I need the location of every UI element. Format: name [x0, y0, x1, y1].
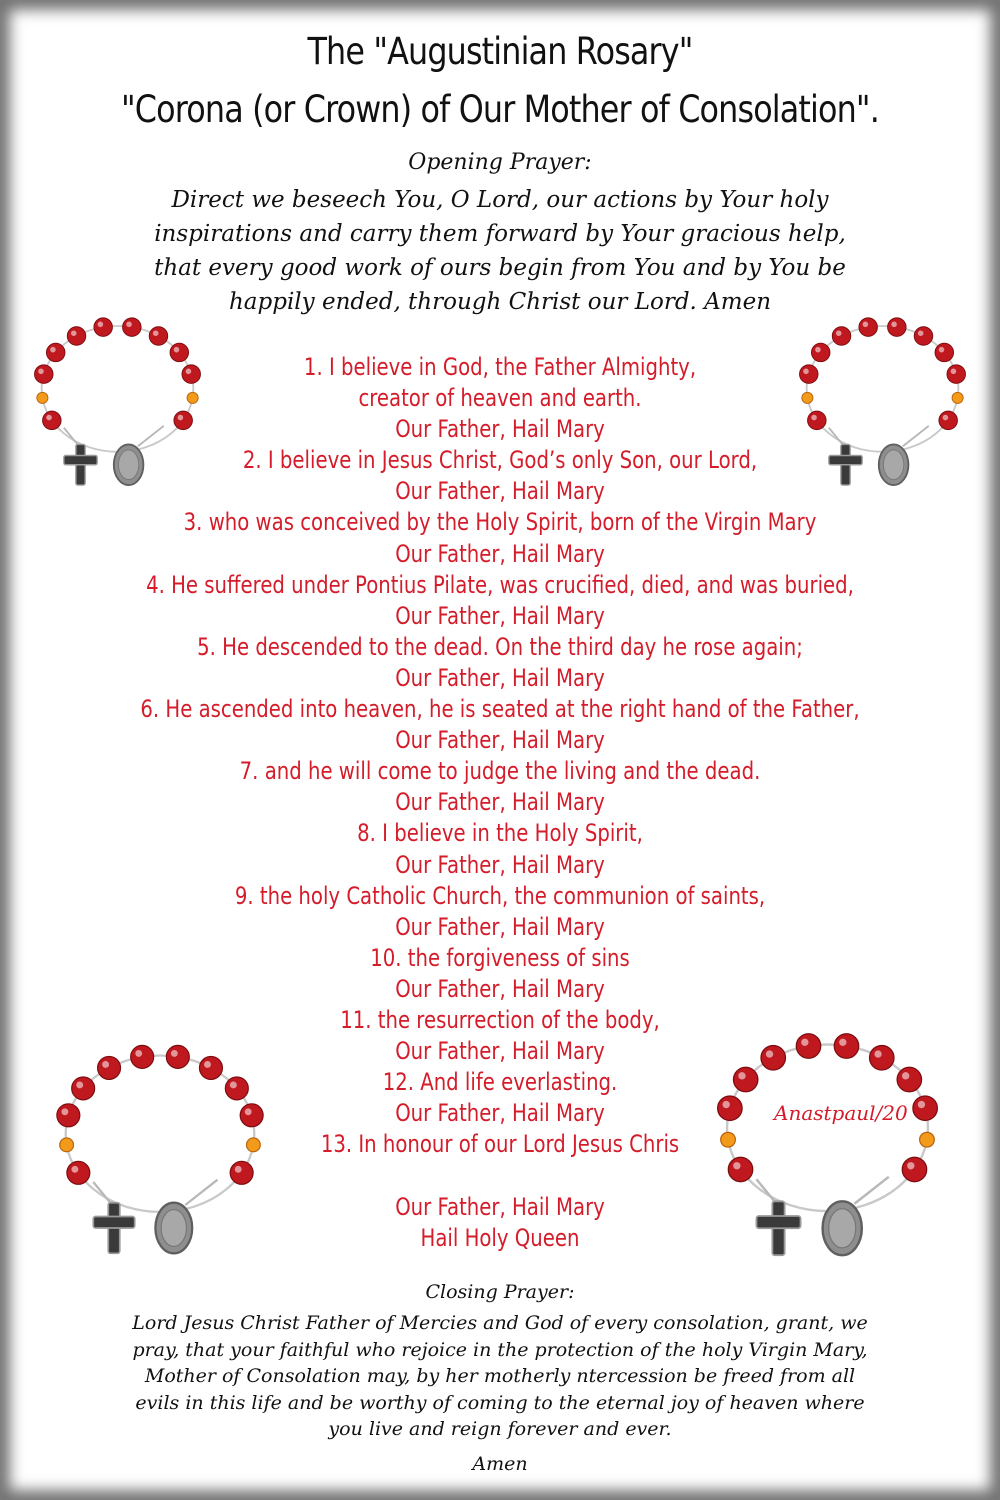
red-bead	[43, 411, 62, 430]
page-title-line-2: "Corona (or Crown) of Our Mother of Consolation".	[121, 88, 879, 131]
bead-highlight	[939, 347, 945, 353]
closing-prayer-line: evils in this life and be worthy of coming to the eternal joy of heaven where	[135, 1391, 865, 1414]
red-bead	[888, 318, 907, 337]
red-bead	[796, 1034, 821, 1059]
bead-highlight	[733, 1162, 740, 1169]
creed-line: creator of heaven and earth.	[358, 384, 642, 413]
creed-line: 4. He suffered under Pontius Pilate, was crucified, died, and was buried,	[146, 570, 854, 599]
medal-chain	[903, 426, 929, 446]
bead-highlight	[839, 1039, 846, 1046]
red-bead	[67, 1161, 90, 1184]
bead-highlight	[61, 1108, 68, 1115]
bead-highlight	[815, 347, 821, 353]
bead-highlight	[836, 330, 842, 336]
bead-highlight	[907, 1162, 914, 1169]
page-title-line-1: The "Augustinian Rosary"	[307, 30, 693, 73]
red-bead	[914, 327, 933, 346]
crystal-bead	[246, 1138, 260, 1152]
bead-highlight	[102, 1061, 109, 1068]
bead-highlight	[766, 1050, 773, 1057]
creed-line: Our Father, Hail Mary	[395, 912, 605, 941]
signature-text: Anastpaul/20	[774, 1101, 908, 1125]
rosary-chaplet-image-top-left	[25, 305, 210, 495]
rosary-chaplet-image-bottom-right	[705, 1020, 950, 1265]
creed-line: Our Father, Hail Mary	[395, 726, 605, 755]
medal-chain	[185, 1180, 217, 1205]
red-bead	[35, 365, 54, 384]
red-bead	[811, 343, 830, 362]
medal-inner	[118, 450, 138, 480]
red-bead	[947, 365, 966, 384]
closing-prayer-line: you live and reign forever and ever.	[328, 1418, 672, 1440]
red-bead	[182, 365, 201, 384]
opening-prayer-line: that every good work of ours begin from You and by You be	[154, 255, 846, 281]
closing-prayer-heading: Closing Prayer:	[425, 1281, 575, 1303]
bead-highlight	[738, 1072, 745, 1079]
red-bead	[800, 365, 819, 384]
medal-inner	[829, 1209, 856, 1248]
bead-highlight	[803, 369, 809, 375]
creed-line: Our Father, Hail Mary	[395, 539, 605, 568]
crystal-bead	[721, 1132, 736, 1147]
bead-highlight	[204, 1061, 211, 1068]
bead-highlight	[245, 1108, 252, 1115]
red-bead	[166, 1045, 189, 1068]
bead-highlight	[230, 1081, 237, 1088]
signature-watermark	[770, 1092, 920, 1132]
crystal-bead	[952, 392, 963, 403]
red-bead	[149, 327, 168, 346]
opening-prayer-line: inspirations and carry them forward by Your gracious help,	[154, 221, 846, 247]
bead-highlight	[135, 1050, 142, 1057]
red-bead	[57, 1104, 80, 1127]
creed-line: 8. I believe in the Holy Spirit,	[357, 819, 643, 848]
bead-highlight	[863, 322, 869, 328]
red-bead	[131, 1045, 154, 1068]
closing-prayer-line: pray, that your faithful who rejoice in the protection of the holy Virgin Mary,	[132, 1338, 868, 1361]
bead-highlight	[811, 415, 817, 421]
red-bead	[897, 1067, 922, 1092]
bead-highlight	[50, 347, 56, 353]
cross-horizontal	[64, 456, 97, 465]
creed-line: 1. I believe in God, the Father Almighty,	[303, 353, 697, 381]
red-bead	[123, 318, 141, 337]
red-bead	[718, 1096, 743, 1121]
creed-line: Our Father, Hail Mary	[395, 850, 605, 879]
chain-loop	[42, 326, 194, 452]
red-bead	[832, 327, 851, 346]
creed-line: 5. He descended to the dead. On the third day he rose again;	[197, 632, 803, 661]
bead-highlight	[943, 415, 949, 421]
creed-line: Our Father, Hail Mary	[395, 1037, 605, 1066]
cross-horizontal	[756, 1216, 800, 1228]
bead-highlight	[186, 369, 192, 375]
red-bead	[170, 343, 189, 362]
bead-highlight	[951, 369, 957, 375]
red-bead	[225, 1077, 248, 1100]
bead-highlight	[98, 322, 104, 328]
crystal-bead	[37, 392, 48, 403]
red-bead	[67, 327, 86, 346]
red-bead	[174, 411, 193, 430]
bead-highlight	[891, 322, 897, 328]
creed-line: Our Father, Hail Mary	[395, 477, 605, 506]
bead-highlight	[71, 330, 77, 336]
rosary-chaplet-image-top-right	[790, 305, 975, 495]
red-bead	[761, 1045, 786, 1070]
red-bead	[199, 1056, 222, 1079]
chain-loop	[66, 1056, 255, 1212]
red-bead	[935, 343, 954, 362]
opening-prayer-line: Direct we beseech You, O Lord, our actions by Your holy	[171, 187, 829, 213]
bead-highlight	[801, 1039, 808, 1046]
creed-line: Our Father, Hail Mary	[395, 663, 605, 692]
bead-highlight	[723, 1101, 730, 1108]
medal-inner	[161, 1210, 186, 1247]
creed-line: 13. In honour of our Lord Jesus Chris	[320, 1130, 680, 1159]
cross-horizontal	[829, 456, 862, 465]
red-bead	[733, 1067, 758, 1092]
opening-prayer-line: happily ended, through Christ our Lord. Amen	[228, 289, 772, 315]
red-bead	[230, 1161, 253, 1184]
red-bead	[728, 1157, 753, 1182]
red-bead	[834, 1034, 859, 1059]
crystal-bead	[187, 392, 198, 403]
opening-prayer-text	[0, 183, 1000, 319]
cross-horizontal	[93, 1217, 134, 1229]
red-bead	[870, 1045, 895, 1070]
bead-highlight	[126, 322, 132, 328]
bead-highlight	[902, 1072, 909, 1079]
red-bead	[859, 318, 878, 337]
opening-prayer-heading: Opening Prayer:	[408, 150, 592, 175]
creed-line: Our Father, Hail Mary	[395, 415, 605, 444]
crystal-bead	[802, 392, 813, 403]
closing-amen: Amen	[472, 1453, 528, 1475]
creed-line: Hail Holy Queen	[420, 1223, 580, 1252]
bead-highlight	[178, 415, 184, 421]
rosary-chaplet-image-bottom-left	[45, 1030, 275, 1265]
medal-inner	[883, 450, 903, 480]
creed-line: Our Father, Hail Mary	[395, 1099, 605, 1128]
red-bead	[240, 1104, 263, 1127]
closing-prayer-text	[0, 1310, 1000, 1443]
chain-loop	[807, 326, 959, 452]
creed-line: 6. He ascended into heaven, he is seated at the right hand of the Father,	[140, 695, 860, 724]
bead-highlight	[918, 330, 924, 336]
bead-highlight	[174, 347, 180, 353]
bead-highlight	[874, 1050, 881, 1057]
creed-line: 12. And life everlasting.	[382, 1068, 618, 1097]
creed-line: 7. and he will come to judge the living and the dead.	[239, 757, 761, 786]
creed-line: Our Father, Hail Mary	[395, 601, 605, 630]
creed-line: 2. I believe in Jesus Christ, God’s only Son, our Lord,	[242, 446, 758, 475]
crystal-bead	[920, 1132, 935, 1147]
red-bead	[46, 343, 65, 362]
creed-line: 10. the forgiveness of sins	[370, 943, 630, 972]
bead-highlight	[235, 1166, 242, 1173]
bead-highlight	[171, 1050, 178, 1057]
creed-line: Our Father, Hail Mary	[395, 788, 605, 817]
red-bead	[902, 1157, 927, 1182]
bead-highlight	[38, 369, 44, 375]
closing-prayer-line: Mother of Consolation may, by her motherly ntercession be freed from all	[144, 1365, 856, 1387]
creed-line: 9. the holy Catholic Church, the communion of saints,	[234, 881, 766, 910]
bead-highlight	[46, 415, 52, 421]
closing-prayer-line: Lord Jesus Christ Father of Mercies and God of every consolation, grant, we	[132, 1312, 868, 1334]
creed-line: 3. who was conceived by the Holy Spirit, born of the Virgin Mary	[183, 508, 817, 537]
red-bead	[72, 1077, 95, 1100]
medal-chain	[138, 426, 164, 446]
red-bead	[98, 1056, 121, 1079]
bead-highlight	[76, 1081, 83, 1088]
creed-line: 11. the resurrection of the body,	[340, 1005, 660, 1034]
creed-line: Our Father, Hail Mary	[395, 974, 605, 1003]
creed-line: Our Father, Hail Mary	[395, 1192, 605, 1221]
medal-chain	[854, 1177, 888, 1204]
red-bead	[94, 318, 113, 337]
red-bead	[939, 411, 958, 430]
bead-highlight	[71, 1166, 78, 1173]
bead-highlight	[153, 330, 159, 336]
red-bead	[808, 411, 827, 430]
crystal-bead	[60, 1138, 74, 1152]
